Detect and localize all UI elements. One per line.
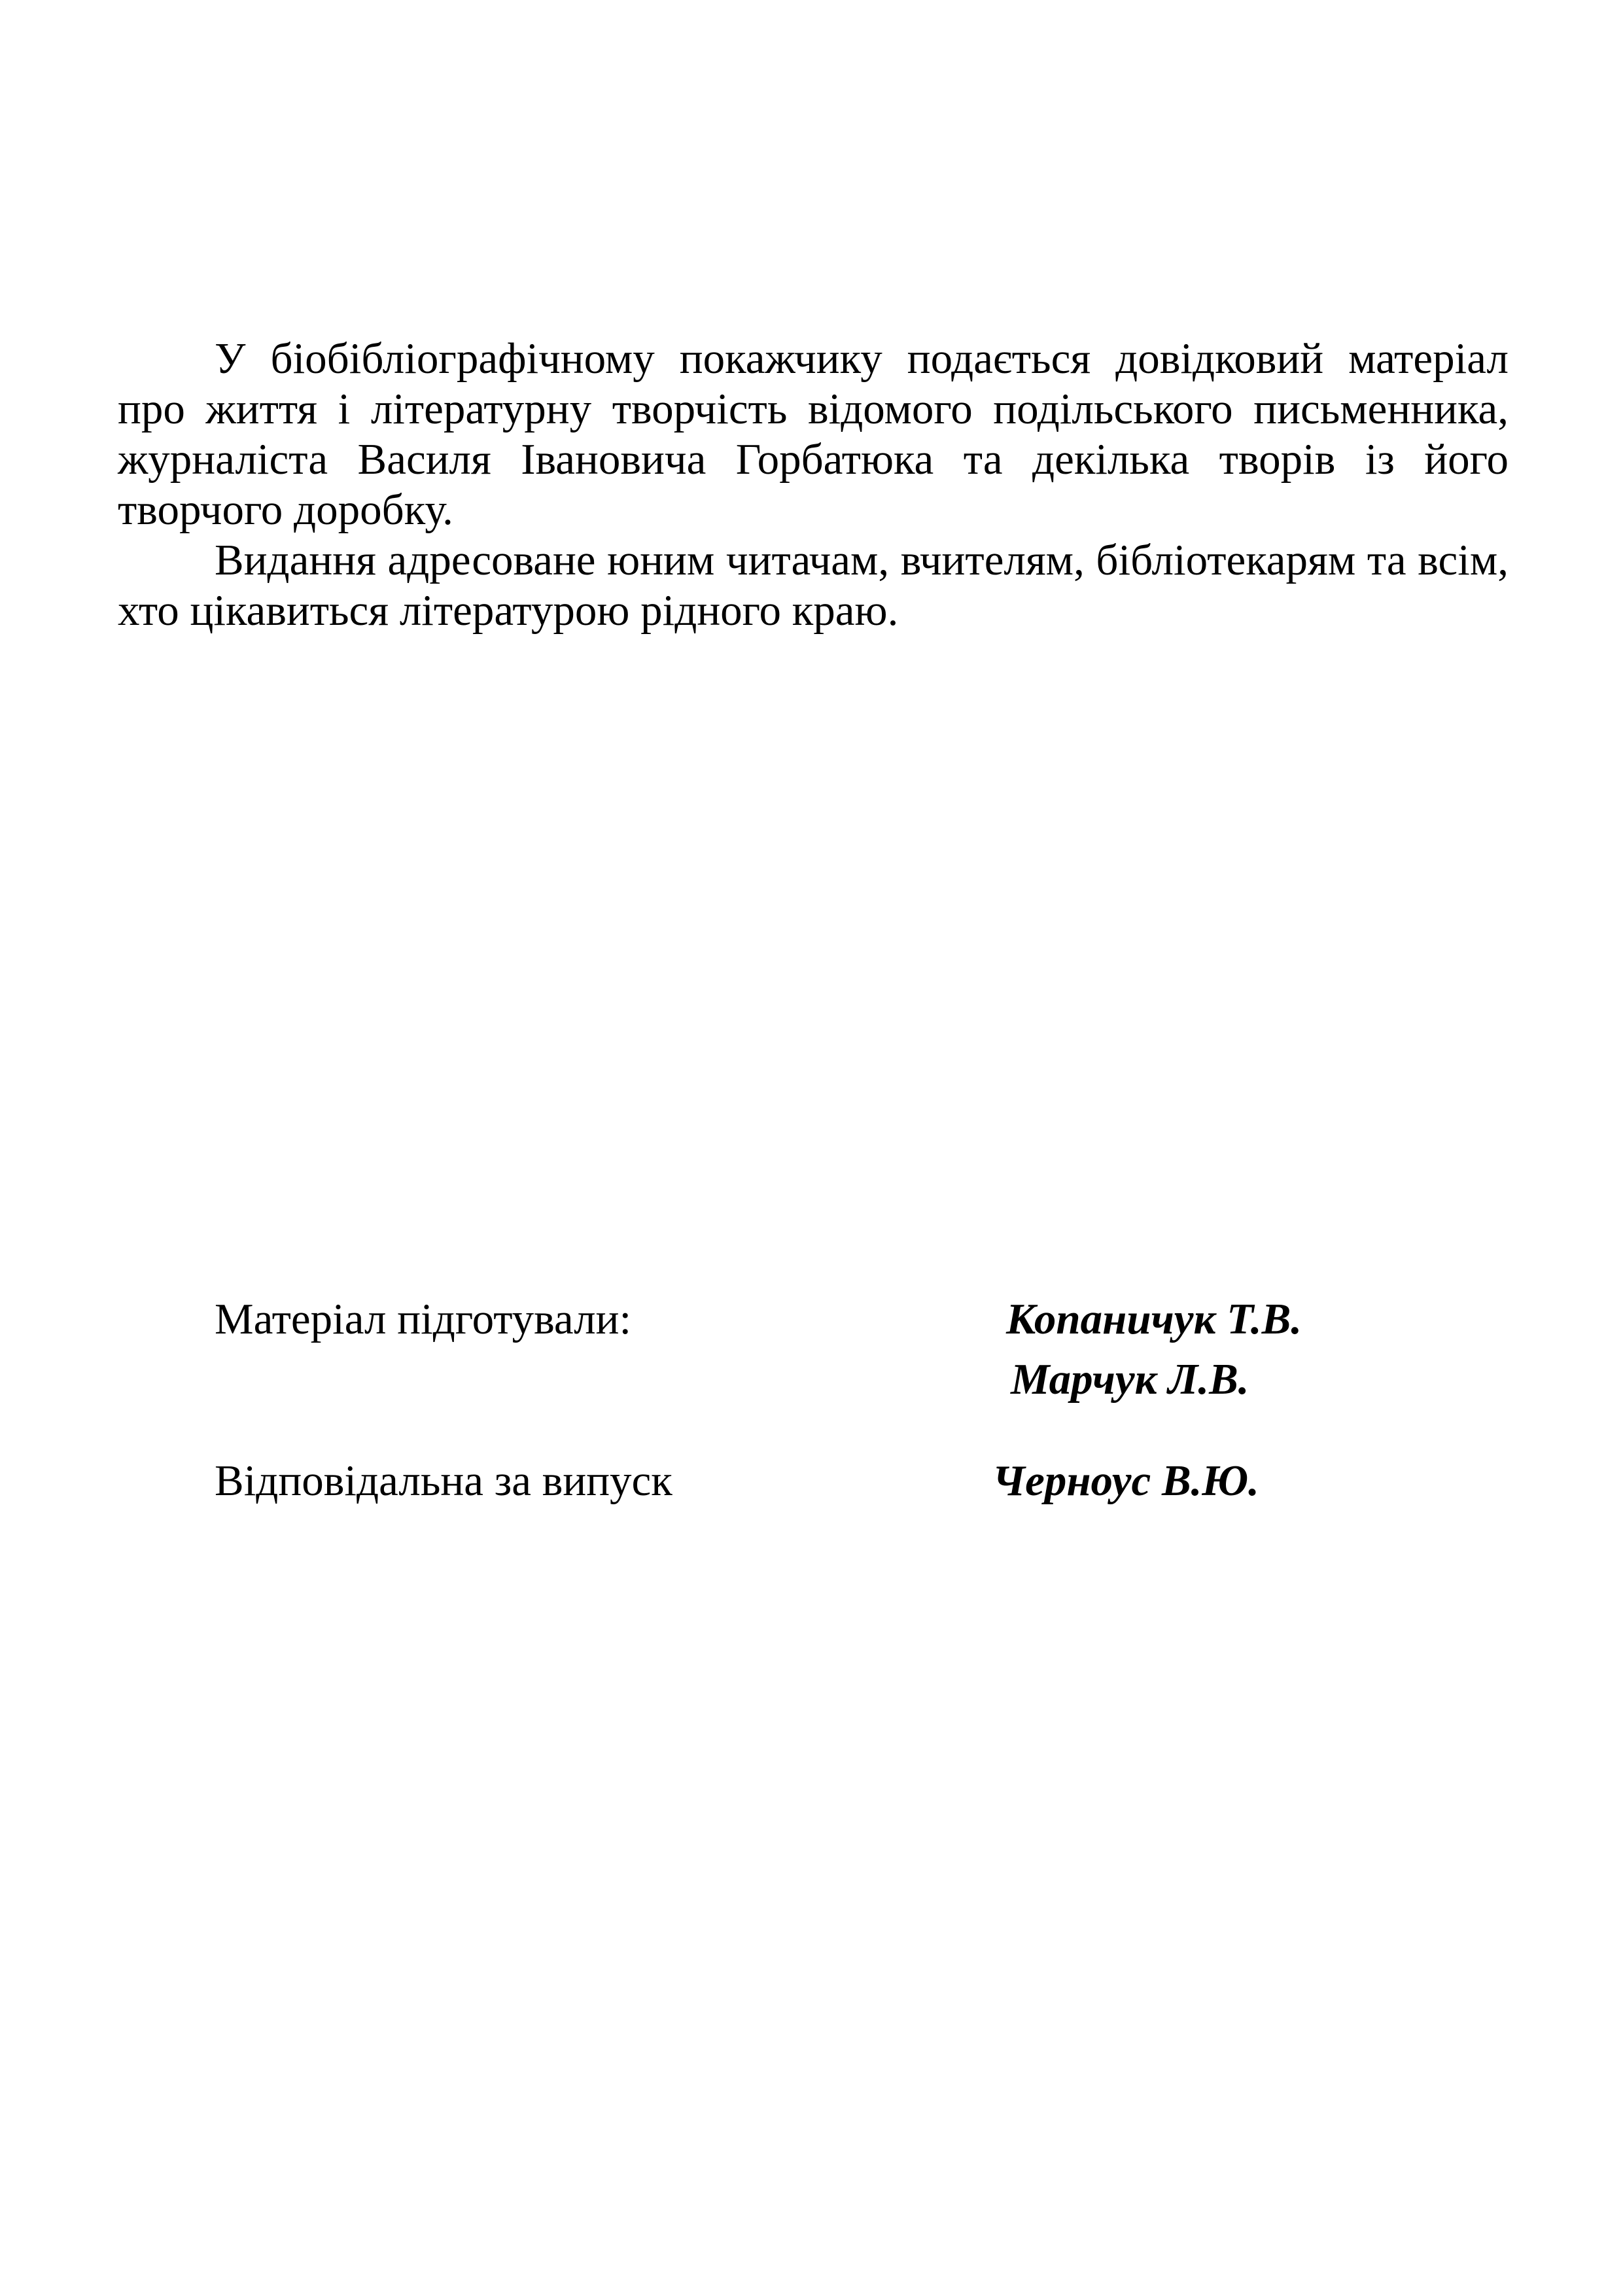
annotation-paragraph: У біобібліографічному покажчику подається довідковий матеріал про життя і літературну творчість відомого подільського письменника, журналіста Василя Івановича Горбатюка та декілька творів із його творчого доробку. xyxy=(118,334,1509,534)
prepared-by-label: Матеріал підготували: xyxy=(215,1295,632,1343)
responsible-name: Черноус В.Ю. xyxy=(992,1457,1259,1505)
prepared-by-name: Марчук Л.В. xyxy=(1011,1355,1249,1404)
annotation-block xyxy=(118,334,1509,636)
prepared-by-name: Копаничук Т.В. xyxy=(1006,1295,1302,1343)
annotation-paragraph: Видання адресоване юним читачам, вчителям, бібліотекарям та всім, хто цікавиться літературою рідного краю. xyxy=(118,536,1509,635)
responsible-label: Відповідальна за випуск xyxy=(215,1457,672,1505)
